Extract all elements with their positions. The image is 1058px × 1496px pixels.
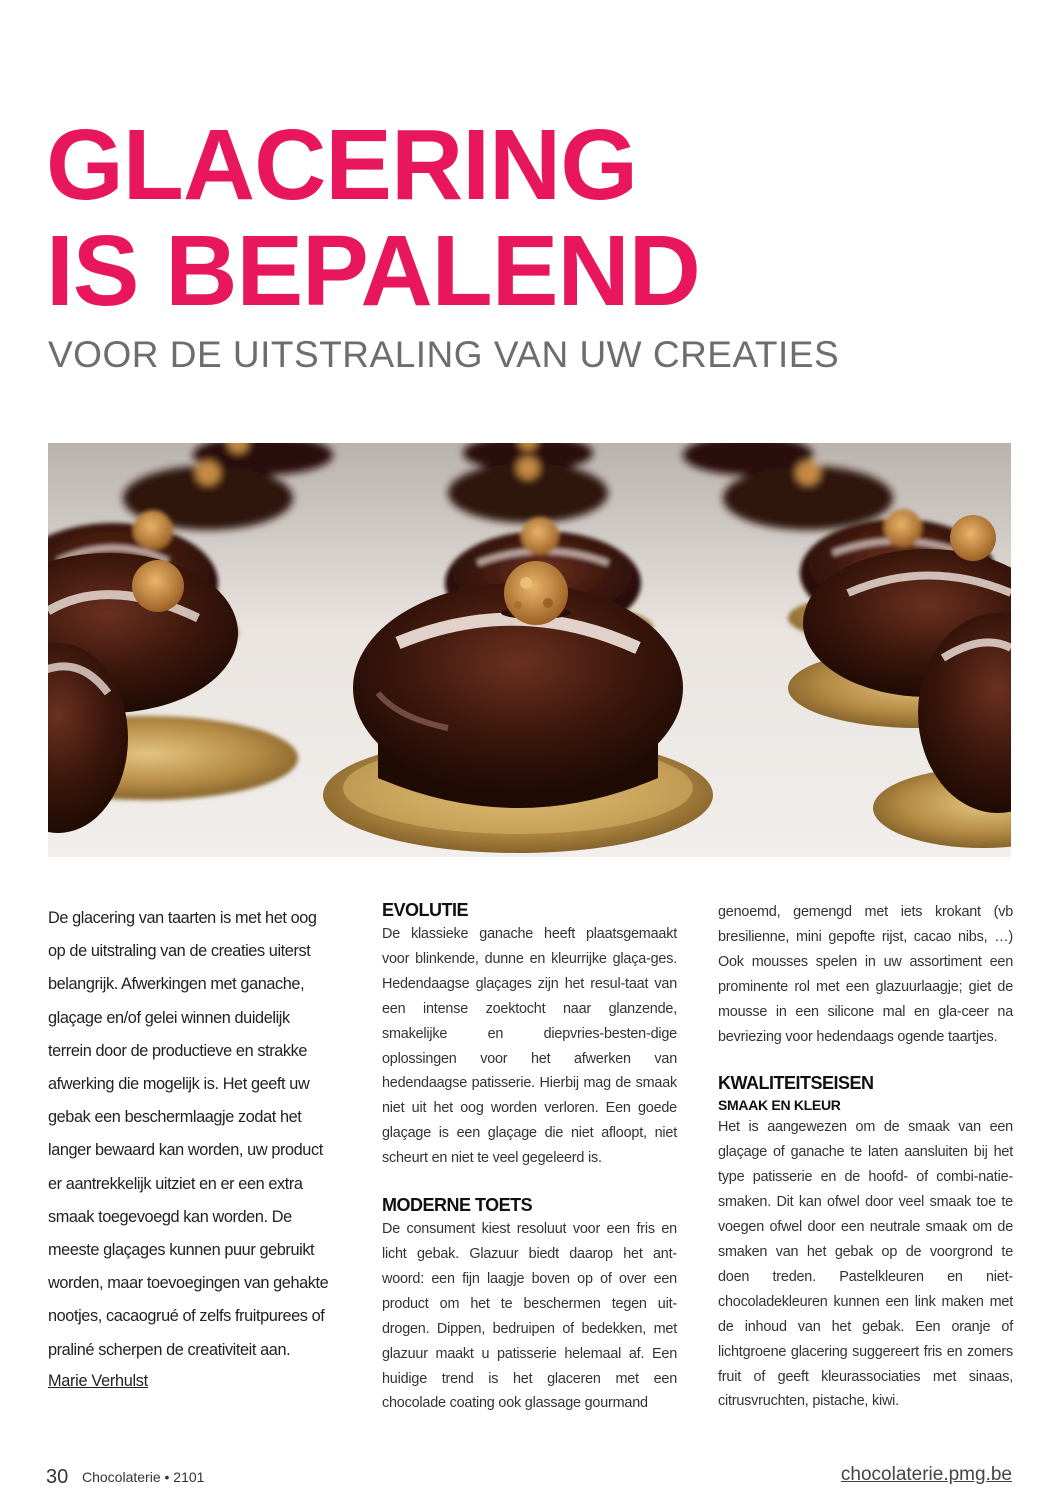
title-line-1: GLACERING: [46, 109, 637, 221]
magazine-issue: Chocolaterie • 2101: [82, 1469, 205, 1485]
section-heading-moderne-toets: MODERNE TOETS: [382, 1195, 533, 1216]
author-byline: Marie Verhulst: [48, 1371, 148, 1390]
section-heading-evolutie: EVOLUTIE: [382, 900, 469, 920]
title-line-2: IS BEPALEND: [46, 215, 700, 327]
right-column: [718, 900, 1013, 1414]
website-link[interactable]: chocolaterie.pmg.be: [840, 1464, 1012, 1485]
glazed-chocolate-cakes-photo: [48, 443, 1011, 857]
subheading-smaak-en-kleur: SMAAK EN KLEUR: [718, 1097, 841, 1114]
middle-column: [382, 898, 677, 1416]
continued-paragraph: genoemd, gemengd met iets krokant (vb bresilienne, mini gepofte rijst, cacao nibs, …) Ook mousses spelen in uw assortiment een prominente rol met een glazuurlaagje; giet de mousse in een silicone mal en gla-ceer na bevriezing voor hedendaags ogende taartjes.: [718, 904, 1013, 1045]
intro-paragraph: De glacering van taarten is met het oog op de uitstraling van de creaties uiterst belangrijk. Afwerkingen met ganache, glaçage en/of gelei winnen duidelijk terrein door de productieve en strakke afwerking die mogelijk is. Het geeft uw gebak een beschermlaagje zodat het langer bewaard kan worden, uw product er aantrekkelijk uitziet en er een extra smaak toegevoegd kan worden. De meeste glaçages kunnen puur gebruikt worden, maar toevoegingen van gehakte nootjes, cacaogrué of zelfs fruitpurees of praliné scherpen de creativiteit aan.: [48, 909, 329, 1359]
section-heading-kwaliteitseisen: KWALITEITSEISEN: [718, 1073, 874, 1094]
article-subtitle: VOOR DE UITSTRALING VAN UW CREATIES: [48, 334, 840, 375]
article-title: [46, 109, 700, 327]
hero-image: [48, 443, 1011, 857]
moderne-toets-paragraph: De consument kiest resoluut voor een fris en licht gebak. Glazuur biedt daarop het ant-woord: een fijn laagje boven op of over een product om het te beschermen tegen uit-drogen. Dippen, bedruipen of bedekken, met glazuur maakt u patisserie helemaal af. Een huidige trend is het glaceren met een chocolade coating ook glassage gourmand: [382, 1221, 677, 1412]
intro-column: [48, 898, 334, 1393]
kwaliteitseisen-paragraph: Het is aangewezen om de smaak van een glaçage of ganache te laten aansluiten bij het type patisserie en de hoofd- of combi-natie-smaken. Dit kan ofwel door veel smaak toe te voegen ofwel door een neutrale smaak om de smaken van het gebak op de voorgrond te doen treden. Pastelkleuren en niet-chocoladekleuren kunnen een link maken met de inhoud van het gebak. Een oranje of lichtgroene glacering suggereert fris en zomers fruit of geeft kleurassociaties met sinaas, citrusvruchten, pistache, kiwi.: [718, 1119, 1013, 1410]
page-number: 30: [46, 1466, 69, 1488]
evolutie-paragraph: De klassieke ganache heeft plaatsgemaakt voor blinkende, dunne en kleurrijke glaça-ges. Hedendaagse glaçages zijn het resul-taat van een intense zoektocht naar glanzende, smakelijke en diepvries-besten-dige oplossingen voor het afwerken van hedendaagse patisserie. Hierbij mag de smaak niet uit het oog worden verloren. Een goede glaçage is een glaçage die niet afloopt, niet scheurt en niet te veel gegeleerd is.: [382, 926, 677, 1167]
